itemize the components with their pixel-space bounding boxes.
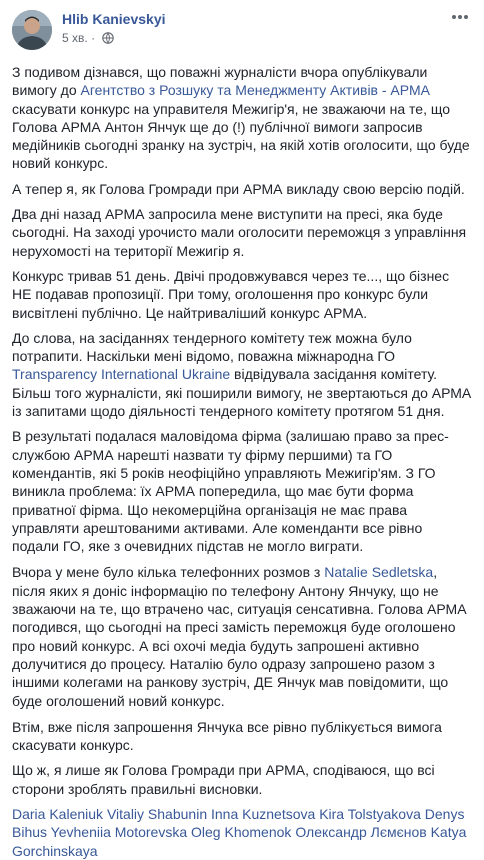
tag-link[interactable]: Denys Bihus	[12, 805, 465, 841]
post-meta	[62, 31, 114, 47]
tagged-people	[12, 805, 472, 860]
paragraph-9: Що ж, я лише як Голова Громради при АРМА, сподіваюся, що всі сторони зроблять правильні висновки.	[12, 762, 435, 797]
post-timestamp[interactable]: 5 хв.	[62, 31, 88, 45]
author-avatar[interactable]	[12, 10, 52, 50]
tag-link[interactable]: Kira Tolstyakova	[319, 805, 421, 822]
link-transparency-international[interactable]: Transparency International Ukraine	[12, 366, 231, 383]
paragraph-6: В результаті подалася маловідома фірма (залишаю право за прес-службою АРМА нарешті назвати ту фірму першими) та ГО комендантів, які 5 років неофіційно управляють Межигір'ям. З ГО виникла проблема: їх АРМА попередила, що має бути форма приватної фірма. Що некомерційна організація не має права управляти арештованими активами. Але коменданти все рівно подали ГО, яке з очевидних підстав не могло виграти.	[12, 428, 449, 555]
tag-link[interactable]: Олександр Лємєнов	[295, 824, 427, 841]
more-options-icon[interactable]	[448, 12, 472, 26]
link-arma-page[interactable]: Агентство з Розшуку та Менеджменту Активів - АРМА	[80, 82, 430, 99]
tag-link[interactable]: Yevheniia Motorevska	[50, 824, 188, 841]
paragraph-5: До слова, на засіданнях тендерного комітету теж можна було потрапити. Наскільки мені відомо, поважна міжнародна ГО Transparency International Ukraine відвідувала засідання комітету. Більш того журналісти, які поширили вимогу, не звертаються до АРМА із запитами щодо діяльності тендерного комітету протягом 51 дня.	[12, 329, 472, 420]
author-name[interactable]: Hlib Kanievskyi	[62, 11, 166, 27]
tag-link[interactable]: Oleg Khomenok	[191, 824, 292, 841]
tag-link[interactable]: Inna Kuznetsova	[211, 805, 316, 822]
post-content	[12, 63, 472, 860]
paragraph-1: З подивом дізнався, що поважні журналісти вчора опублікували вимогу до Агентство з Розшуку та Менеджменту Активів - АРМА скасувати конкурс на управителя Межигір'я, не зважаючи на те, що Голова АРМА Антон Янчук ще до (!) публічної вимоги запросив медійників сьогодні зранку на зустріч, на якій хотів оголосити, що буде новий конкурс.	[12, 64, 470, 172]
tag-link[interactable]: Katya Gorchinskaya	[12, 824, 467, 859]
paragraph-8: Втім, вже після запрошення Янчука все рівно публікується вимога скасувати конкурс.	[12, 718, 442, 754]
globe-icon[interactable]	[102, 32, 114, 47]
paragraph-7: Вчора у мене було кілька телефонних розмов з Natalie Sedletska, після яких я доніс інформацію по телефону Антону Янчуку, що не зважаючи на те, що втрачено час, ситуація сенсативна. Голова АРМА погодився, що сьогодні на пресі замість переможця буде оголошено про новий конкурс. А всі охочі медіа будуть запрошені активно долучитися до процесу. Наталію було одразу запрошено разом з іншими колегами на ранкову зустріч, ДЕ Янчук мав повідомити, що буде оголошений новий конкурс.	[12, 564, 467, 709]
avatar-photo-icon	[12, 10, 52, 50]
paragraph-2: А тепер я, як Голова Громради при АРМА викладу свою версію подій.	[12, 180, 465, 197]
paragraph-4: Конкурс тривав 51 день. Двічі продовжувався через те..., що бізнес НЕ подавав пропозиції. При тому, оголошення про конкурс були висвітлені публічно. Це найтриваліший конкурс АРМА.	[12, 267, 450, 321]
post-header	[12, 10, 472, 56]
tag-link[interactable]: Daria Kaleniuk	[12, 805, 104, 822]
paragraph-3: Два дні назад АРМА запросила мене виступити на пресі, яка буде сьогодні. На заході урочисто мали оголосити переможця з управління нерухомості на території Межигір я.	[12, 206, 467, 259]
tag-link[interactable]: Vitaliy Shabunin	[106, 805, 208, 822]
meta-separator: ·	[91, 31, 99, 45]
link-natalie-sedletska[interactable]: Natalie Sedletska	[324, 564, 434, 581]
